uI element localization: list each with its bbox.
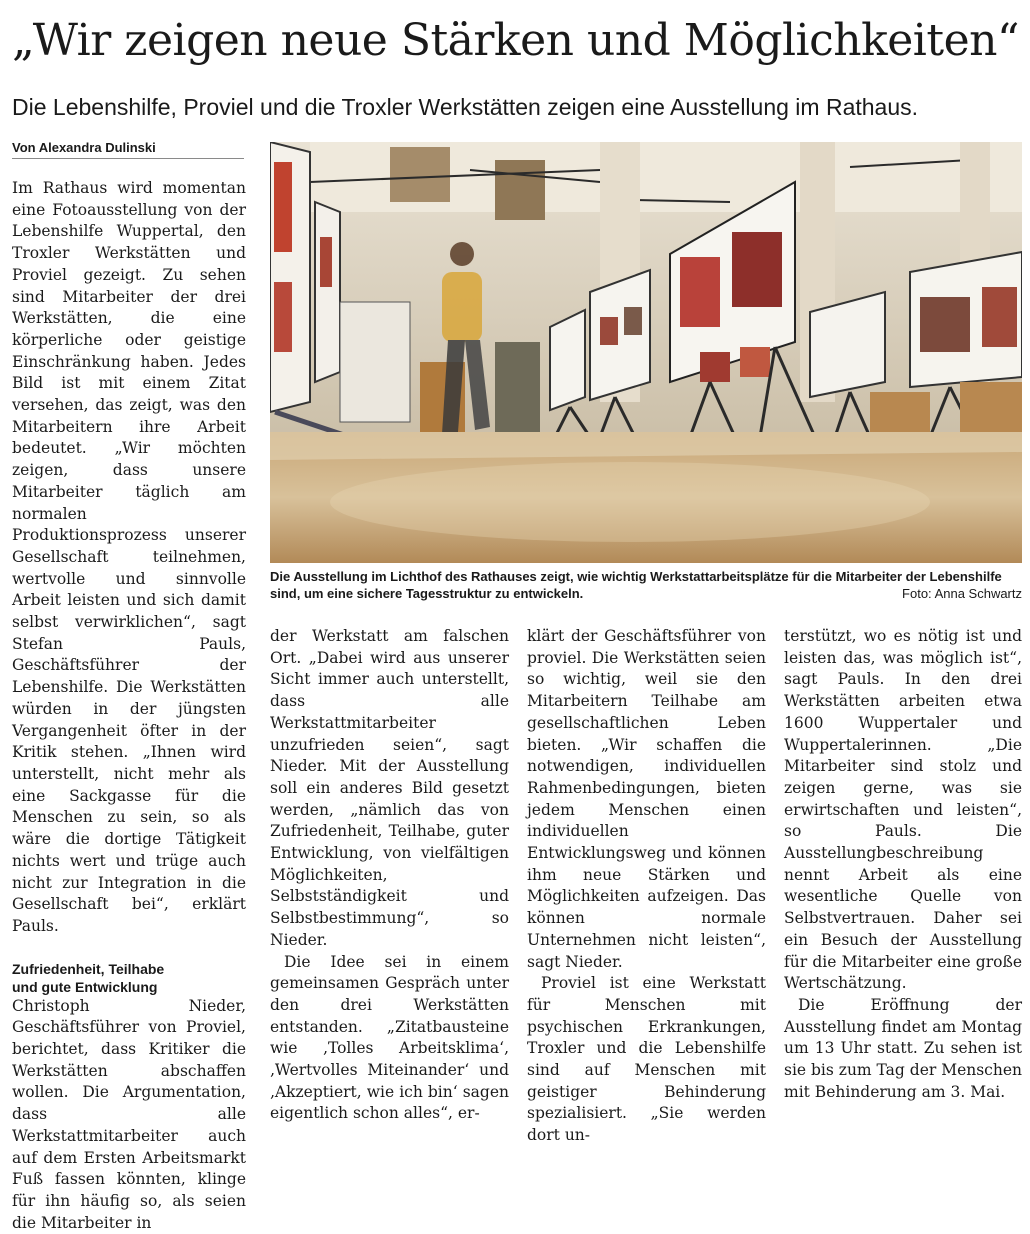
photo-credit: Foto: Anna Schwartz <box>902 586 1022 601</box>
col1-paragraph-1: Im Rathaus wird momentan eine Fotoausstellung von der Lebenshilfe Wuppertal, den Troxler Werkstätten und Proviel gezeigt. Zu sehen sind Mitarbeiter der drei Werkstätten, die eine körperliche oder geistige Einschränkung haben. Jedes Bild ist mit einem Zitat versehen, das zeigt, was den Mitarbeitern ihre Arbeit bedeutet. „Wir möchten zeigen, dass unsere Mitarbeiter täglich am normalen Produktionsprozess unserer Gesellschaft teilnehmen, wertvolle und sinnvolle Arbeit leisten und sich damit selbst verwirklichen“, sagt Stefan Pauls, Geschäftsführer der Lebenshilfe. Die Werkstätten würden in der jüngsten Vergangenheit öfter in der Kritik stehen. „Ihnen wird unterstellt, nicht mehr als eine Sackgasse für die Menschen zu sein, so als wäre die dortige Tätigkeit nichts wert und trüge auch nicht zur Integration in die Gesellschaft bei“, erklärt Pauls. <box>12 179 246 935</box>
col3-paragraph-1: klärt der Geschäftsführer von proviel. Die Werkstätten seien so wichtig, weil sie den Mitarbeitern Teilhabe am gesellschaftlichen Leben bieten. „Wir schaffen die notwendigen, individuellen Rahmenbedingungen, bieten jedem Menschen einen individuellen Entwicklungsweg und können ihm neue Stärken und Möglichkeiten aufzeigen. Das können normale Unternehmen nicht leisten“, sagt Nieder. <box>527 627 766 971</box>
col1-paragraph-2: Christoph Nieder, Geschäftsführer von Proviel, berichtet, dass Kritiker die Werkstätten abschaffen wollen. Die Argumentation, dass alle Werkstattmitarbeiter auch auf dem Ersten Arbeitsmarkt Fuß fassen könnten, klinge für ihn häufig so, als seien die Mitarbeiter in <box>12 996 246 1232</box>
subhead-line-2: und gute Entwicklung <box>12 978 158 995</box>
col3-paragraph-2: Proviel ist eine Werkstatt für Menschen mit psychischen Erkrankungen, Troxler und die Lebenshilfe sind auf Menschen mit geistiger Behinderung spezialisiert. „Sie werden dort un- <box>527 974 766 1145</box>
subheadline: Die Lebenshilfe, Proviel und die Troxler Werkstätten zeigen eine Ausstellung im Rathaus. <box>12 94 919 120</box>
col4-paragraph-1: terstützt, wo es nötig ist und leisten das, was möglich ist“, sagt Pauls. In den drei Werkstätten arbeiten etwa 1600 Wuppertaler und Wuppertalerinnen. „Die Mitarbeiter sind stolz und zeigen gerne, was sie erwirtschaften und leisten“, so Pauls. Die Ausstellungbeschreibung nennt Arbeit als eine wesentliche Quelle von Selbstvertrauen. Daher sei ein Besuch der Ausstellung für die Mitarbeiter eine große Wertschätzung. <box>784 627 1022 993</box>
col2-paragraph-1: der Werkstatt am falschen Ort. „Dabei wird aus unserer Sicht immer auch unterstellt, dass alle Werkstattmitarbeiter unzufrieden seien“, sagt Nieder. Mit der Ausstellung soll ein anderes Bild gesetzt werden, „nämlich das von Zufriedenheit, Teilhabe, guter Entwicklung, von vielfältigen Möglichkeiten, Selbstständigkeit und Selbstbestimmung“, so Nieder. <box>270 627 509 949</box>
photo-caption <box>270 568 1022 602</box>
article-column-4 <box>784 626 1022 1103</box>
col2-paragraph-2: Die Idee sei in einem gemeinsamen Gespräch unter den drei Werkstätten entstanden. „Zitatbausteine wie ‚Tolles Arbeitsklima‘, ‚Wertvolles Miteinander‘ und ‚Akzeptiert, wie ich bin‘ sagen eigentlich schon alles“, er- <box>270 952 509 1123</box>
caption-text: Die Ausstellung im Lichthof des Rathauses zeigt, wie wichtig Werkstattarbeitsplätze für die Mitarbeiter der Lebenshilfe sind, um eine sichere Tagesstruktur zu entwickeln. <box>270 569 1002 601</box>
byline: Von Alexandra Dulinski <box>12 140 244 159</box>
subhead-line-1: Zufriedenheit, Teilhabe <box>12 960 165 977</box>
article-column-3 <box>527 626 766 1147</box>
col4-paragraph-2: Die Eröffnung der Ausstellung findet am Montag um 13 Uhr statt. Zu sehen ist sie bis zum Tag der Menschen mit Behinderung am 3. Mai. <box>784 995 1023 1101</box>
article-column-1 <box>12 178 246 1234</box>
article-column-2 <box>270 626 509 1125</box>
exhibition-photo <box>270 142 1022 563</box>
section-subhead <box>12 960 246 996</box>
headline: „Wir zeigen neue Stärken und Möglichkeiten“ <box>12 15 1019 66</box>
